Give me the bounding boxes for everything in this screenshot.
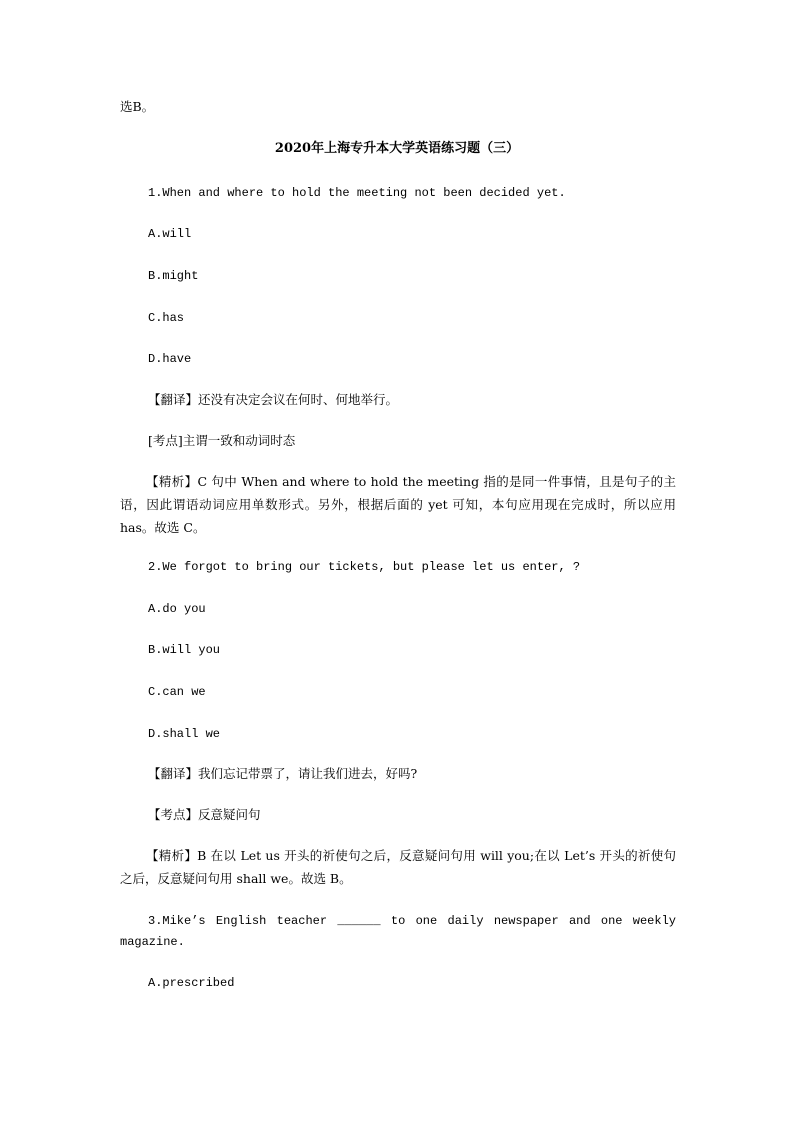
question-2-option-c: C.can we [148,685,206,699]
question-1-option-a: A.will [148,227,192,241]
question-2-option-a: A.do you [148,602,206,616]
question-2-option-d: D.shall we [148,727,221,741]
question-1-point: [考点]主谓一致和动词时态 [148,433,296,448]
question-2-stem: 2.We forgot to bring our tickets, but please let us enter, ? [148,560,581,574]
question-1-analysis: 【精析】C 句中 When and where to hold the meeting 指的是同一件事情，且是句子的主语，因此谓语动词应用单数形式。另外，根据后面的 yet 可知，本句应用现在完成时，所以应用 has。故选 C。 [120,474,676,535]
question-2-translation: 【翻译】我们忘记带票了，请让我们进去，好吗? [148,766,418,781]
page-title: 2020年上海专升本大学英语练习题（三） [274,141,520,156]
question-2-point: 【考点】反意疑问句 [148,807,261,822]
question-3-stem-line-2: magazine. [120,935,185,949]
intro-line: 选B。 [120,99,155,114]
question-1-option-c: C.has [148,311,185,325]
question-1-translation: 【翻译】还没有决定会议在何时、何地举行。 [148,392,399,407]
question-3-stem-line-1: 3.Mike’s English teacher ______ to one daily newspaper and one weekly [148,914,676,928]
question-1-stem: 1.When and where to hold the meeting not been decided yet. [148,186,566,200]
question-1-option-b: B.might [148,269,199,283]
question-3-option-a: A.prescribed [148,976,235,990]
question-2-option-b: B.will you [148,643,221,657]
question-1-option-d: D.have [148,352,192,366]
question-2-analysis: 【精析】B 在以 Let us 开头的祈使句之后，反意疑问句用 will you;在以 Let’s 开头的祈使句之后，反意疑问句用 shall we。故选 B。 [120,848,676,886]
